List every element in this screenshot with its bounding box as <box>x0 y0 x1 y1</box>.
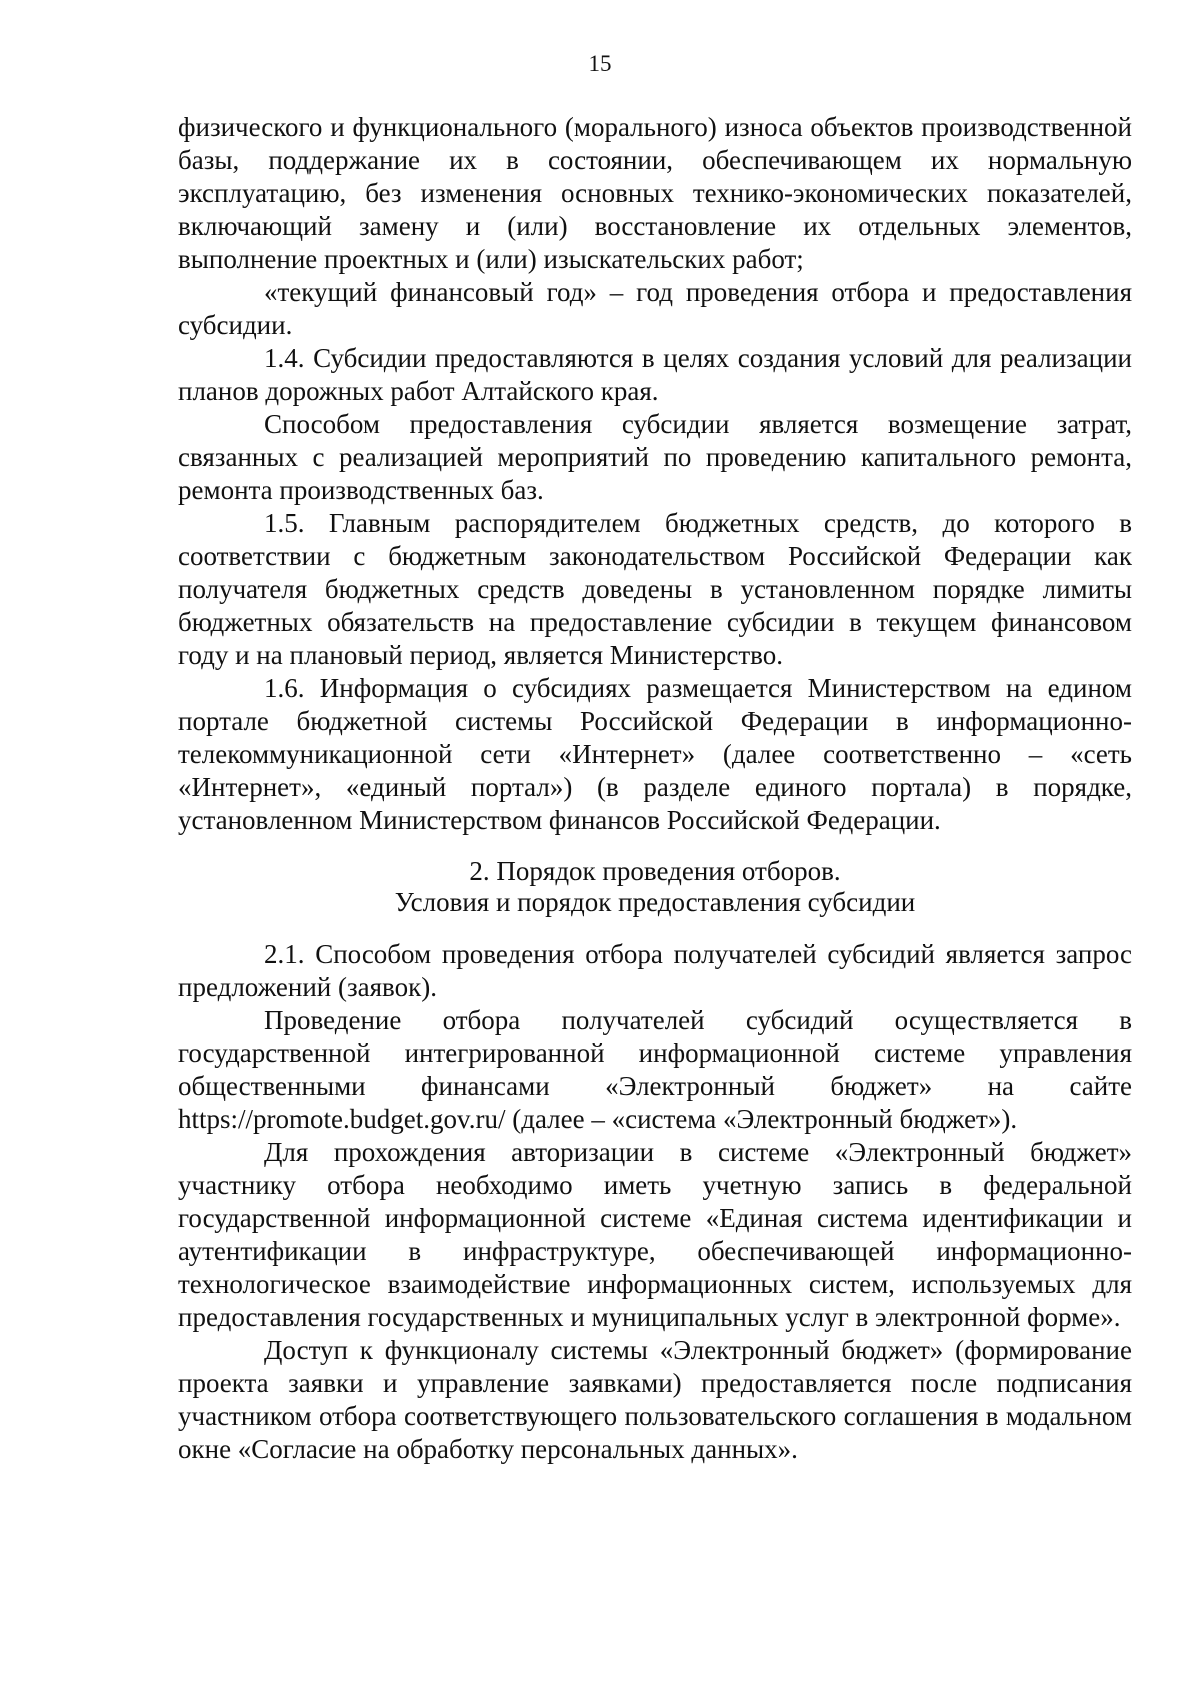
paragraph-subsidy-method: Способом предоставления субсидии является возмещение затрат, связанных с реализацией мероприятий по проведению капитального ремонта, ремонта производственных баз. <box>178 409 1132 505</box>
paragraph-definition-continuation: физического и функционального (морального) износа объектов производственной базы, поддержание их в состоянии, обеспечивающем их нормальную эксплуатацию, без изменения основных технико-экономических показателей, включающий замену и (или) восстановление их отдельных элементов, выполнение проектных и (или) изыскательских работ; <box>178 112 1132 274</box>
paragraph-authorization: Для прохождения авторизации в системе «Электронный бюджет» участнику отбора необходимо иметь учетную запись в федеральной государственной информационной системе «Единая система идентификации и аутентификации в инфраструктуре, обеспечивающей информационно-технологическое взаимодействие информационных систем, используемых для предоставления государственных и муниципальных услуг в электронной форме». <box>178 1137 1132 1332</box>
paragraph-2-1: 2.1. Способом проведения отбора получателей субсидий является запрос предложений (заявок). <box>178 939 1132 1002</box>
page-number: 15 <box>588 51 612 76</box>
section-heading-line-1: 2. Порядок проведения отборов. <box>469 856 841 886</box>
paragraph-access: Доступ к функционалу системы «Электронный бюджет» (формирование проекта заявки и управление заявками) предоставляется после подписания участником отбора соответствующего пользовательского соглашения в модальном окне «Согласие на обработку персональных данных». <box>178 1335 1132 1464</box>
paragraph-current-financial-year: «текущий финансовый год» – год проведения отбора и предоставления субсидии. <box>178 277 1132 340</box>
document-body <box>178 111 1132 1466</box>
section-heading <box>178 856 1132 918</box>
paragraph-1-5: 1.5. Главным распорядителем бюджетных средств, до которого в соответствии с бюджетным законодательством Российской Федерации как получателя бюджетных средств доведены в установленном порядке лимиты бюджетных обязательств на предоставление субсидии в текущем финансовом году и на плановый период, является Министерство. <box>178 508 1132 670</box>
section-heading-line-2: Условия и порядок предоставления субсидии <box>394 887 916 917</box>
paragraph-electronic-budget-system: Проведение отбора получателей субсидий осуществляется в государственной интегрированной информационной системе управления общественными финансами «Электронный бюджет» на сайте https://promote.budget.gov.ru/ (далее – «система «Электронный бюджет»). <box>178 1005 1132 1134</box>
paragraph-1-6: 1.6. Информация о субсидиях размещается Министерством на едином портале бюджетной системы Российской Федерации в информационно-телекоммуникационной сети «Интернет» (далее соответственно – «сеть «Интернет», «единый портал») (в разделе единого портала) в порядке, установленном Министерством финансов Российской Федерации. <box>178 673 1132 835</box>
paragraph-1-4: 1.4. Субсидии предоставляются в целях создания условий для реализации планов дорожных работ Алтайского края. <box>178 343 1132 406</box>
